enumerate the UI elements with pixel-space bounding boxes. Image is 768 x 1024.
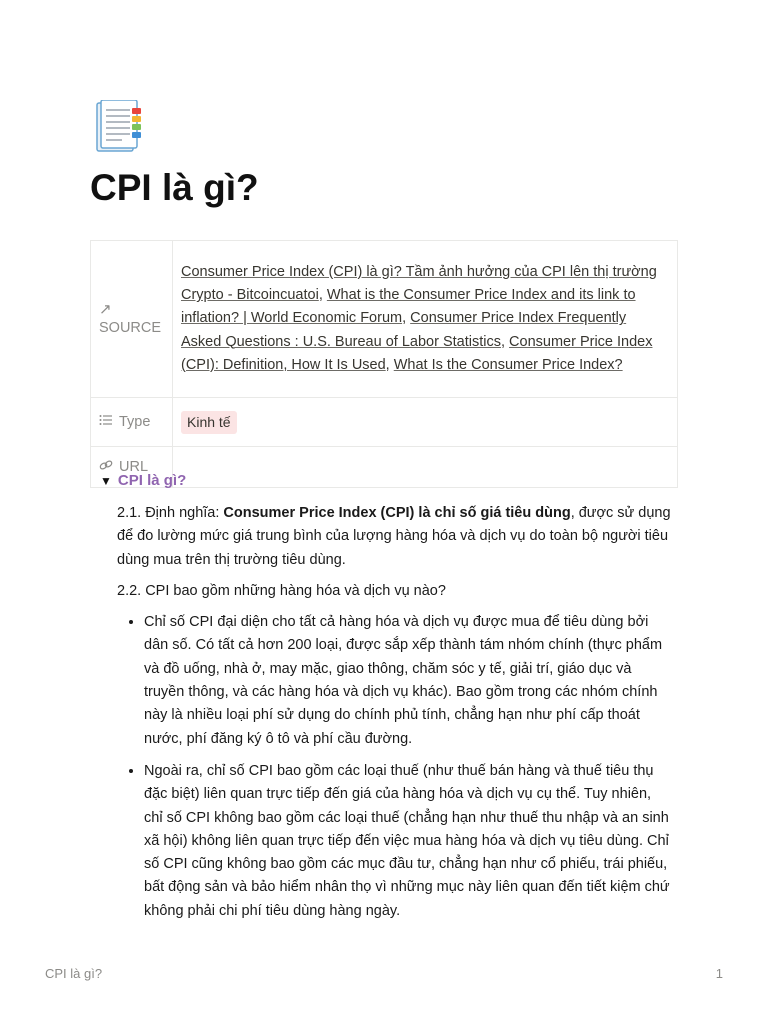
property-value-source bbox=[173, 241, 678, 398]
source-link[interactable]: Consumer Price Index Frequently Asked Questions : U.S. Bureau of Labor Statistics bbox=[181, 310, 627, 350]
toggle-label: CPI là gì? bbox=[117, 472, 187, 489]
source-link[interactable]: Consumer Price Index (CPI) là gì? Tầm ảnh hưởng của CPI lên thị trường Crypto - Bitcoincuatoi bbox=[181, 263, 657, 304]
list-item: • Chỉ số CPI đại diện cho tất cả hàng hóa và dịch vụ được mua để tiêu dùng bởi dân số. Có tất cả hơn 200 loại, được sắp xếp thành tám nhóm chính (thực phẩm và đồ uống, nhà ở, may mặc, giao thông, chăm sóc y tế, giải trí, giáo dục và truyền thông, và các hàng hóa và dịch vụ khác). Bao gồm trong các nhóm chính này là nhiều loại phí sử dụng do chính phủ tính, chẳng hạn như phí cấp thoát nước, phí đăng ký ô tô và phí cầu đường. bbox=[144, 611, 673, 751]
link-separator: , bbox=[402, 310, 411, 327]
bullet-list bbox=[117, 611, 673, 923]
list-icon bbox=[99, 414, 113, 430]
definition-paragraph bbox=[117, 502, 673, 572]
toggle-block[interactable] bbox=[100, 472, 186, 489]
property-key-type bbox=[91, 398, 173, 447]
type-tag[interactable]: Kinh tế bbox=[181, 411, 237, 434]
source-link[interactable]: Consumer Price Index (CPI): Definition, How It Is Used bbox=[181, 333, 653, 373]
notepad-icon bbox=[94, 100, 144, 156]
property-value-url[interactable] bbox=[173, 447, 678, 488]
question-paragraph: 2.2. CPI bao gồm những hàng hóa và dịch vụ nào? bbox=[117, 582, 446, 599]
toggle-content bbox=[117, 502, 673, 932]
property-label: URL bbox=[119, 459, 149, 475]
link-separator: , bbox=[318, 287, 327, 304]
page-number: 1 bbox=[715, 966, 723, 981]
definition-rest: , được sử dụng để đo lường mức giá trung bình của lượng hàng hóa và dịch vụ do toàn bộ người tiêu dùng mua trên thị trường tiêu dùng. bbox=[117, 505, 671, 568]
property-label: Type bbox=[119, 414, 151, 430]
definition-bold: Consumer Price Index (CPI) là chỉ số giá tiêu dùng bbox=[223, 505, 571, 521]
property-row-type bbox=[91, 398, 678, 447]
definition-prefix: 2.1. Định nghĩa: bbox=[117, 505, 224, 521]
property-row-source bbox=[91, 241, 678, 398]
arrow-up-right-icon: ↗ bbox=[99, 301, 112, 318]
properties-table bbox=[90, 240, 678, 488]
page-title: CPI là gì? bbox=[90, 167, 259, 208]
source-link[interactable]: What is the Consumer Price Index and its link to inflation? | World Economic Forum bbox=[181, 287, 636, 327]
source-links bbox=[181, 261, 669, 377]
footer-title: CPI là gì? bbox=[45, 966, 103, 981]
property-value-type bbox=[173, 398, 678, 447]
source-link[interactable]: What Is the Consumer Price Index? bbox=[393, 356, 623, 373]
link-separator: , bbox=[500, 333, 510, 350]
link-separator: , bbox=[385, 356, 394, 373]
list-item: • Ngoài ra, chỉ số CPI bao gồm các loại thuế (như thuế bán hàng và thuế tiêu thụ đặc biệt) liên quan trực tiếp đến giá của hàng hóa và dịch vụ cụ thể. Tuy nhiên, chỉ số CPI không bao gồm các loại thuế (chẳng hạn như thuế thu nhập và an sinh xã hội) không liên quan trực tiếp đến việc mua hàng hóa và dịch vụ tiêu dùng. Chỉ số CPI cũng không bao gồm các mục đầu tư, chẳng hạn như cổ phiếu, trái phiếu, bất động sản và bảo hiểm nhân thọ vì những mục này liên quan đến tiết kiệm chứ không phải chi phí tiêu dùng hàng ngày. bbox=[144, 760, 673, 923]
property-key-source bbox=[91, 241, 173, 398]
toggle-triangle-icon[interactable]: ▼ bbox=[100, 473, 112, 488]
property-label: SOURCE bbox=[99, 320, 162, 336]
